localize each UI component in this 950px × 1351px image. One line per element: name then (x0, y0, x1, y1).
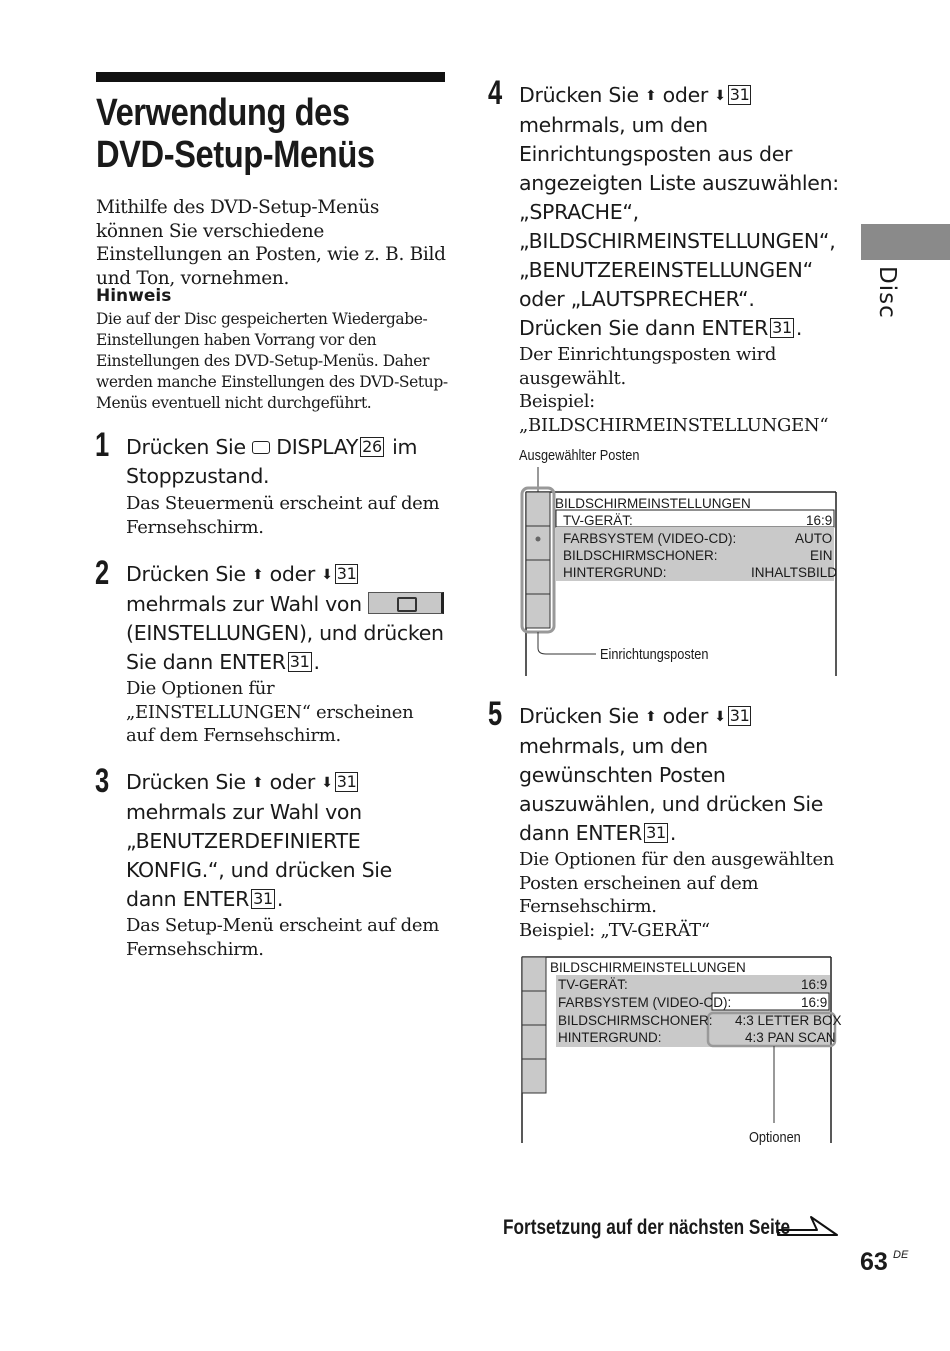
step-text: mehrmals, um den gewünschten Posten auszuwählen, und drücken Sie dann ENTER (519, 734, 824, 845)
section-tab-label: Disc (874, 266, 900, 319)
step-text: oder (662, 704, 709, 728)
step-2-result: Die Optionen für „EINSTELLUNGEN“ erscheinen auf dem Fernsehschirm. (126, 678, 414, 746)
ref-number: 31 (646, 823, 666, 842)
step-number: 1 (95, 426, 110, 464)
menu-row-value: 4:3 PAN SCAN (745, 1030, 836, 1045)
step-number: 2 (95, 554, 110, 592)
step-text: Drücken Sie (126, 562, 246, 586)
menu-row-value: INHALTSBILD (751, 565, 838, 580)
down-arrow-icon: ⬇ (321, 775, 333, 791)
up-arrow-icon: ⬆ (251, 567, 264, 583)
menu-row-label: FARBSYSTEM (VIDEO-CD): (558, 995, 732, 1010)
callout-setup-items: Einrichtungsposten (600, 646, 709, 663)
step-text: mehrmals, um den Einrichtungsposten aus der angezeigten Liste auszuwählen: „SPRACHE“, „BILDSCHIRMEINSTELLUNGEN“, „BENUTZEREINSTELLUNGEN“ oder „LAUTSPRECHER“. Drücken Sie dann ENTER (519, 113, 839, 340)
up-arrow-icon: ⬆ (644, 709, 657, 725)
step-number: 3 (95, 762, 110, 800)
menu-row-label: HINTERGRUND: (558, 1030, 662, 1045)
intro-paragraph: Mithilfe des DVD-Setup-Menüs können Sie verschiedene Einstellungen an Posten, wie z. B. Bild und Ton, vornehmen. (96, 197, 446, 289)
ref-number: 31 (253, 889, 273, 908)
step-text: oder (269, 562, 316, 586)
callout-selected-item: Ausgewählter Posten (519, 447, 640, 464)
menu-row-label: HINTERGRUND: (563, 565, 667, 580)
ref-number: 31 (772, 318, 792, 337)
step-5-result: Die Optionen für den ausgewählten Posten erscheinen auf dem Fernsehschirm. (519, 849, 835, 917)
menu-row-label: BILDSCHIRMSCHONER: (558, 1013, 713, 1028)
menu-title: BILDSCHIRMEINSTELLUNGEN (555, 496, 751, 511)
ref-number: 26 (362, 437, 382, 456)
menu-row-value: 4:3 LETTER BOX (735, 1013, 842, 1028)
display-button-icon (252, 441, 270, 454)
continue-note: Fortsetzung auf der nächsten Seite (503, 1216, 791, 1239)
step-number: 4 (488, 74, 503, 112)
step-text: (EINSTELLUNGEN), und drücken Sie dann ENTER (126, 621, 444, 674)
ref-number: 31 (336, 772, 357, 791)
menu-row-value: 16:9 (806, 513, 833, 528)
step-text: mehrmals zur Wahl von „BENUTZERDEFINIERTE KONFIG.“, und drücken Sie dann ENTER (126, 800, 392, 911)
up-arrow-icon: ⬆ (644, 88, 657, 104)
step-4-example: Beispiel: „BILDSCHIRMEINSTELLUNGEN“ (519, 391, 829, 436)
section-tab (861, 224, 950, 260)
step-3-result: Das Setup-Menü erscheint auf dem Fernsehschirm. (126, 915, 440, 960)
step-text: Drücken Sie (519, 83, 639, 107)
menu-row-label: FARBSYSTEM (VIDEO-CD): (563, 531, 737, 546)
note-text: Die auf der Disc gespeicherten Wiedergabe-Einstellungen haben Vorrang vor den Einstellungen des DVD-Setup-Menüs. Daher werden manche Einstellungen des DVD-Setup-Menüs eventuell nicht durchgeführt. (96, 310, 448, 412)
step-number: 5 (488, 695, 503, 733)
menu-row-label: BILDSCHIRMSCHONER: (563, 548, 718, 563)
step-text: Drücken Sie (126, 435, 246, 459)
step-5-instruction: Drücken Sie ⬆ oder ⬇ 31 mehrmals, um den gewünschten Posten auszuwählen, und drücken Sie dann ENTER 31 . (519, 704, 824, 845)
down-arrow-icon: ⬇ (321, 567, 333, 583)
menu-row-value: 16:9 (801, 995, 828, 1010)
step-text: Drücken Sie (519, 704, 639, 728)
page-number: 63 (860, 1248, 888, 1276)
step-3-instruction: Drücken Sie ⬆ oder ⬇ 31 mehrmals zur Wahl von „BENUTZERDEFINIERTE KONFIG.“, und drücken Sie dann ENTER 31 . (126, 770, 392, 911)
menu-row-value: EIN (810, 548, 833, 563)
up-arrow-icon: ⬆ (251, 775, 264, 791)
ref-number: 31 (336, 564, 357, 583)
page-title: Verwendung des DVD-Setup-Menüs (96, 92, 375, 176)
page-suffix: DE (893, 1249, 909, 1261)
menu-title: BILDSCHIRMEINSTELLUNGEN (550, 960, 746, 975)
step-text: DISPLAY (276, 435, 359, 459)
down-arrow-icon: ⬇ (714, 709, 726, 725)
ref-number: 31 (289, 652, 310, 671)
step-4-result: Der Einrichtungsposten wird ausgewählt. (519, 344, 777, 389)
step-4-instruction: Drücken Sie ⬆ oder ⬇ 31 mehrmals, um den Einrichtungsposten aus der angezeigten Liste auszuwählen: „SPRACHE“, „BILDSCHIRMEINSTELLUNGEN“, „BENUTZEREINSTELLUNGEN“ oder „LAUTSPRECHER“. Drücken Sie dann ENTER 31 . (519, 83, 839, 340)
ref-number: 31 (729, 85, 750, 104)
toolbox-icon (368, 592, 444, 614)
ref-number: 31 (729, 706, 750, 725)
section-rule (96, 72, 445, 82)
step-text: im Stoppzustand. (126, 435, 418, 488)
step-text: oder (269, 770, 316, 794)
menu-row-label: TV-GERÄT: (563, 513, 633, 528)
continue-arrow-icon (777, 1215, 839, 1239)
menu-row-value: 16:9 (801, 977, 828, 992)
step-5-example: Beispiel: „TV-GERÄT“ (519, 920, 710, 941)
menu-row-value: AUTO (795, 531, 833, 546)
step-1-result: Das Steuermenü erscheint auf dem Fernsehschirm. (126, 493, 440, 538)
step-2-instruction: Drücken Sie ⬆ oder ⬇ 31 mehrmals zur Wahl von (EINSTELLUNGEN), und drücken Sie dann ENTER 31 . (126, 562, 444, 674)
step-text: Drücken Sie (126, 770, 246, 794)
callout-options: Optionen (749, 1129, 801, 1146)
down-arrow-icon: ⬇ (714, 88, 726, 104)
menu-row-label: TV-GERÄT: (558, 977, 628, 992)
note-heading: Hinweis (96, 286, 172, 306)
step-1-instruction (126, 433, 446, 491)
step-text: oder (662, 83, 709, 107)
step-text: mehrmals zur Wahl von (126, 592, 362, 616)
